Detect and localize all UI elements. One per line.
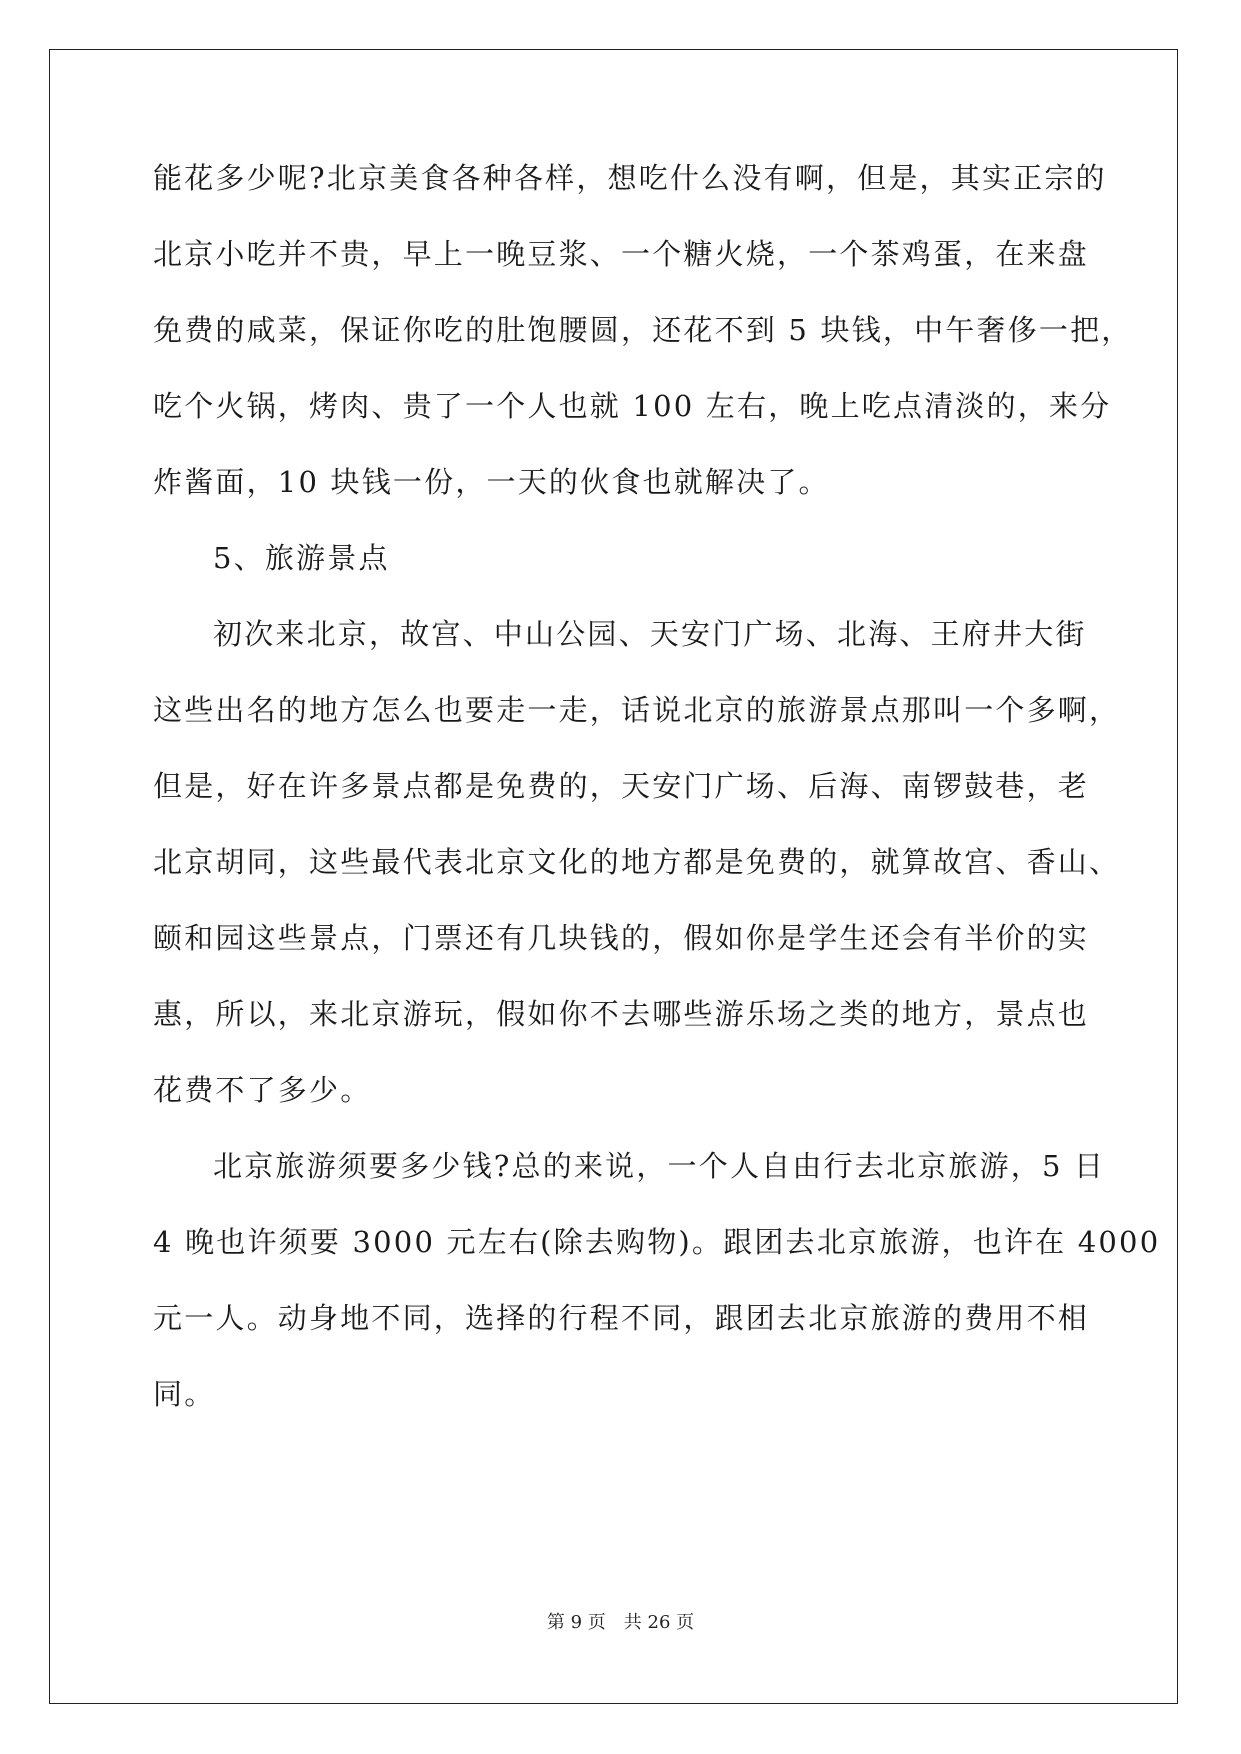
paragraph-line: 免费的咸菜，保证你吃的肚饱腰圆，还花不到 5 块钱，中午奢侈一把，	[153, 313, 1133, 347]
paragraph-line: 北京旅游须要多少钱?总的来说，一个人自由行去北京旅游，5 日	[213, 1149, 1106, 1183]
paragraph-line: 4 晚也许须要 3000 元左右(除去购物)。跟团去北京旅游，也许在 4000	[153, 1225, 1161, 1259]
paragraph-line: 元一人。动身地不同，选择的行程不同，跟团去北京旅游的费用不相	[153, 1301, 1090, 1335]
paragraph-line: 初次来北京，故宫、中山公园、天安门广场、北海、王府井大街	[213, 617, 1087, 651]
paragraph-line: 惠，所以，来北京游玩，假如你不去哪些游乐场之类的地方，景点也	[153, 997, 1090, 1031]
paragraph-line: 吃个火锅，烤肉、贵了一个人也就 100 左右，晚上吃点清淡的，来分	[153, 389, 1112, 423]
paragraph-line: 北京小吃并不贵，早上一晚豆浆、一个糖火烧，一个茶鸡蛋，在来盘	[153, 237, 1090, 271]
page-footer	[0, 1608, 1241, 1634]
page-number: 第 9 页	[546, 1612, 606, 1633]
paragraph-line: 北京胡同，这些最代表北京文化的地方都是免费的，就算故宫、香山、	[153, 845, 1121, 879]
paragraph-line: 但是，好在许多景点都是免费的，天安门广场、后海、南锣鼓巷，老	[153, 769, 1090, 803]
paragraph-line: 这些出名的地方怎么也要走一走，话说北京的旅游景点那叫一个多啊，	[153, 693, 1121, 727]
paragraph-line: 花费不了多少。	[153, 1073, 372, 1107]
paragraph-line: 同。	[153, 1377, 216, 1411]
paragraph-line: 能花多少呢?北京美食各种各样，想吃什么没有啊，但是，其实正宗的	[153, 161, 1107, 195]
paragraph-line: 颐和园这些景点，门票还有几块钱的，假如你是学生还会有半价的实	[153, 921, 1090, 955]
page-total: 共 26 页	[623, 1612, 695, 1633]
paragraph-line: 炸酱面，10 块钱一份，一天的伙食也就解决了。	[153, 465, 830, 499]
section-heading: 5、旅游景点	[213, 541, 390, 575]
